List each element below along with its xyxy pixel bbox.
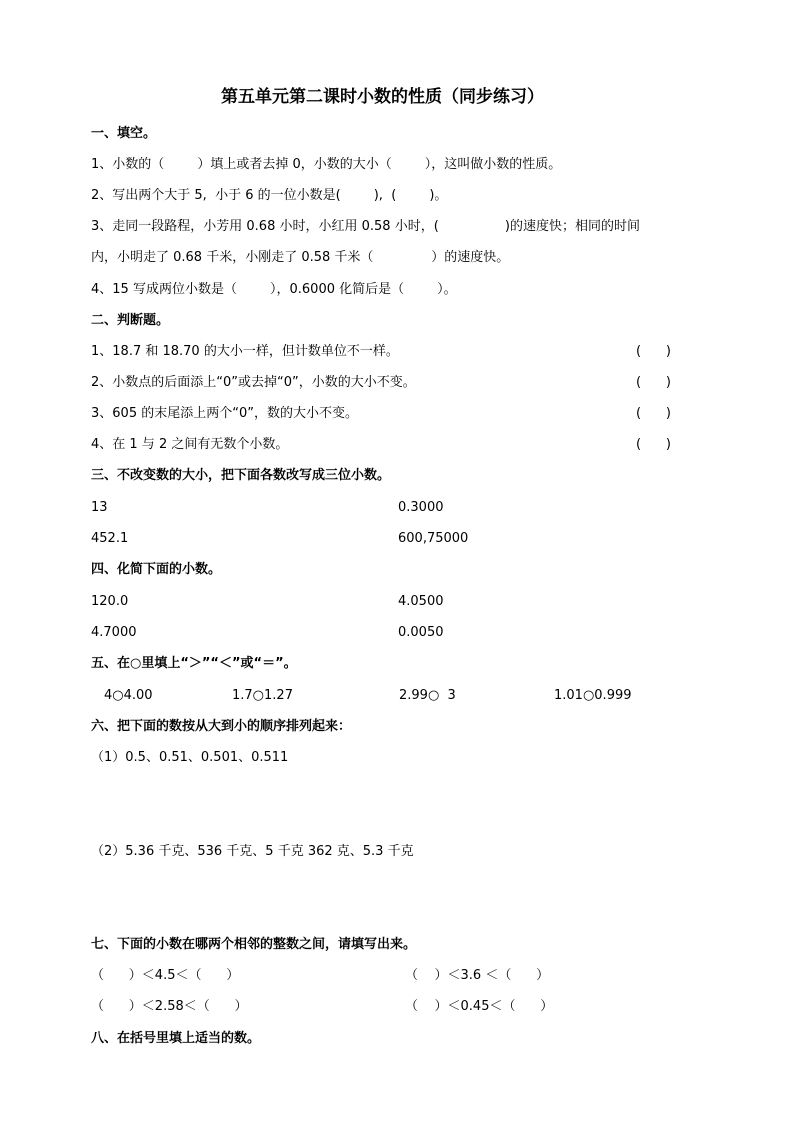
simplify-value: 4.7000 (91, 625, 137, 640)
fill-question-1: 1、小数的（ ）填上或者去掉 0，小数的大小（ ），这叫做小数的性质。 (91, 157, 562, 172)
fill-question-3-line-2: 内，小明走了 0.68 千米，小刚走了 0.58 千米（ ）的速度快。 (91, 250, 510, 265)
judge-item-3: 3、605 的末尾添上两个“0”，数的大小不变。 (91, 406, 358, 421)
rewrite-value: 13 (91, 500, 108, 515)
between-item-1: （ ）＜4.5＜（ ） (91, 968, 240, 983)
between-item-2: （ ）＜3.6 ＜（ ） (405, 968, 550, 983)
page-title: 第五单元第二课时小数的性质（同步练习） (221, 87, 544, 107)
section-3-heading: 三、不改变数的大小，把下面各数改写成三位小数。 (91, 468, 391, 483)
fill-question-4: 4、15 写成两位小数是（ ），0.6000 化简后是（ ）。 (91, 282, 457, 297)
compare-item-4: 1.01○0.999 (554, 688, 632, 703)
order-question-1: （1）0.5、0.51、0.501、0.511 (91, 750, 289, 765)
section-5-heading: 五、在○里填上“＞”“＜”或“＝”。 (91, 656, 297, 671)
fill-question-3-line-1: 3、走同一段路程，小芳用 0.68 小时，小红用 0.58 小时，( )的速度快；相同的时间 (91, 219, 640, 234)
compare-item-1: 4○4.00 (104, 688, 153, 703)
judge-item-1-paren: ( ) (636, 344, 671, 359)
judge-item-4-paren: ( ) (636, 437, 671, 452)
section-7-heading: 七、下面的小数在哪两个相邻的整数之间，请填写出来。 (91, 937, 417, 952)
compare-item-2: 1.7○1.27 (232, 688, 293, 703)
judge-item-1: 1、18.7 和 18.70 的大小一样，但计数单位不一样。 (91, 344, 399, 359)
simplify-value: 0.0050 (398, 625, 444, 640)
simplify-value: 4.0500 (398, 594, 444, 609)
section-1-heading: 一、填空。 (91, 126, 157, 141)
simplify-value: 120.0 (91, 594, 129, 609)
judge-item-3-paren: ( ) (636, 406, 671, 421)
rewrite-value: 0.3000 (398, 500, 444, 515)
rewrite-value: 452.1 (91, 531, 129, 546)
judge-item-4: 4、在 1 与 2 之间有无数个小数。 (91, 437, 289, 452)
fill-question-2: 2、写出两个大于 5, 小于 6 的一位小数是( ), ( )。 (91, 188, 448, 203)
section-2-heading: 二、判断题。 (91, 313, 170, 328)
compare-item-3: 2.99○ 3 (399, 688, 456, 703)
section-4-heading: 四、化简下面的小数。 (91, 562, 222, 577)
judge-item-2-paren: ( ) (636, 375, 671, 390)
between-item-4: （ ）＜0.45＜（ ） (405, 999, 554, 1014)
rewrite-value: 600,75000 (398, 531, 469, 546)
order-question-2: （2）5.36 千克、536 千克、5 千克 362 克、5.3 千克 (91, 844, 414, 859)
between-item-3: （ ）＜2.58＜（ ） (91, 999, 248, 1014)
section-8-heading: 八、在括号里填上适当的数。 (91, 1031, 261, 1046)
judge-item-2: 2、小数点的后面添上“0”或去掉“0”，小数的大小不变。 (91, 375, 416, 390)
section-6-heading: 六、把下面的数按从大到小的顺序排列起来： (91, 719, 352, 734)
